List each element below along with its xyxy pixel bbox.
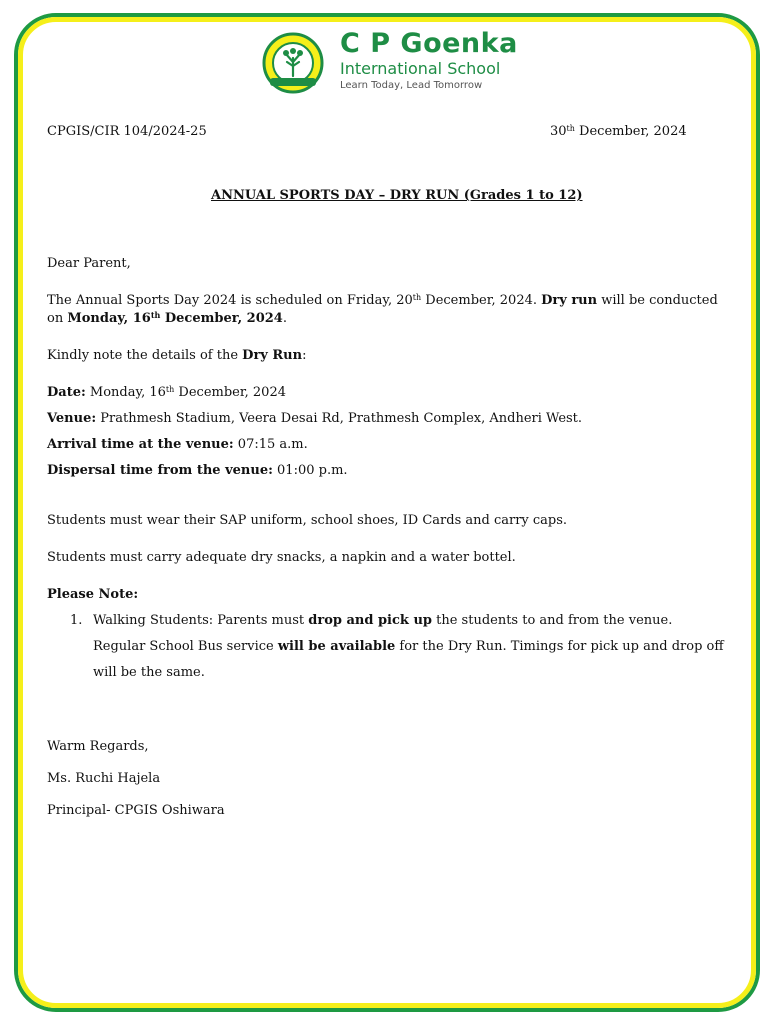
- uniform-note: Students must wear their SAP uniform, school shoes, ID Cards and carry caps.: [47, 513, 568, 528]
- school-seal-logo: [262, 32, 324, 94]
- detail-date: Date: Monday, 16th December, 2024: [47, 385, 286, 400]
- circular-reference: CPGIS/CIR 104/2024-25: [47, 124, 207, 139]
- paragraph-intro-line1: The Annual Sports Day 2024 is scheduled on Friday, 20th December, 2024. Dry run will be conducted: [47, 293, 718, 308]
- school-name: C P Goenka: [340, 28, 518, 59]
- letterhead: [262, 30, 532, 96]
- school-subtitle: International School: [340, 59, 501, 78]
- note-item-line2: Regular School Bus service will be available for the Dry Run. Timings for pick up and drop off: [93, 639, 724, 654]
- signatory-name: Ms. Ruchi Hajela: [47, 771, 161, 786]
- note-item-number: 1.: [70, 613, 83, 628]
- circular-title: ANNUAL SPORTS DAY – DRY RUN (Grades 1 to 12): [211, 188, 583, 203]
- note-item-line3: will be the same.: [93, 665, 205, 680]
- details-intro: Kindly note the details of the Dry Run:: [47, 348, 307, 363]
- detail-arrival: Arrival time at the venue: 07:15 a.m.: [47, 437, 308, 452]
- paragraph-intro-line2: on Monday, 16th December, 2024.: [47, 310, 287, 326]
- school-tagline: Learn Today, Lead Tomorrow: [340, 80, 483, 91]
- circular-date: 30th December, 2024: [550, 124, 687, 139]
- signatory-designation: Principal- CPGIS Oshiwara: [47, 803, 225, 818]
- please-note-heading: Please Note:: [47, 587, 139, 602]
- closing: Warm Regards,: [47, 739, 149, 754]
- detail-dispersal: Dispersal time from the venue: 01:00 p.m.: [47, 463, 348, 478]
- detail-venue: Venue: Prathmesh Stadium, Veera Desai Rd, Prathmesh Complex, Andheri West.: [47, 411, 583, 426]
- snacks-note: Students must carry adequate dry snacks, a napkin and a water bottel.: [47, 550, 516, 565]
- note-item-line1: Walking Students: Parents must drop and pick up the students to and from the venue.: [93, 613, 673, 628]
- salutation: Dear Parent,: [47, 256, 131, 271]
